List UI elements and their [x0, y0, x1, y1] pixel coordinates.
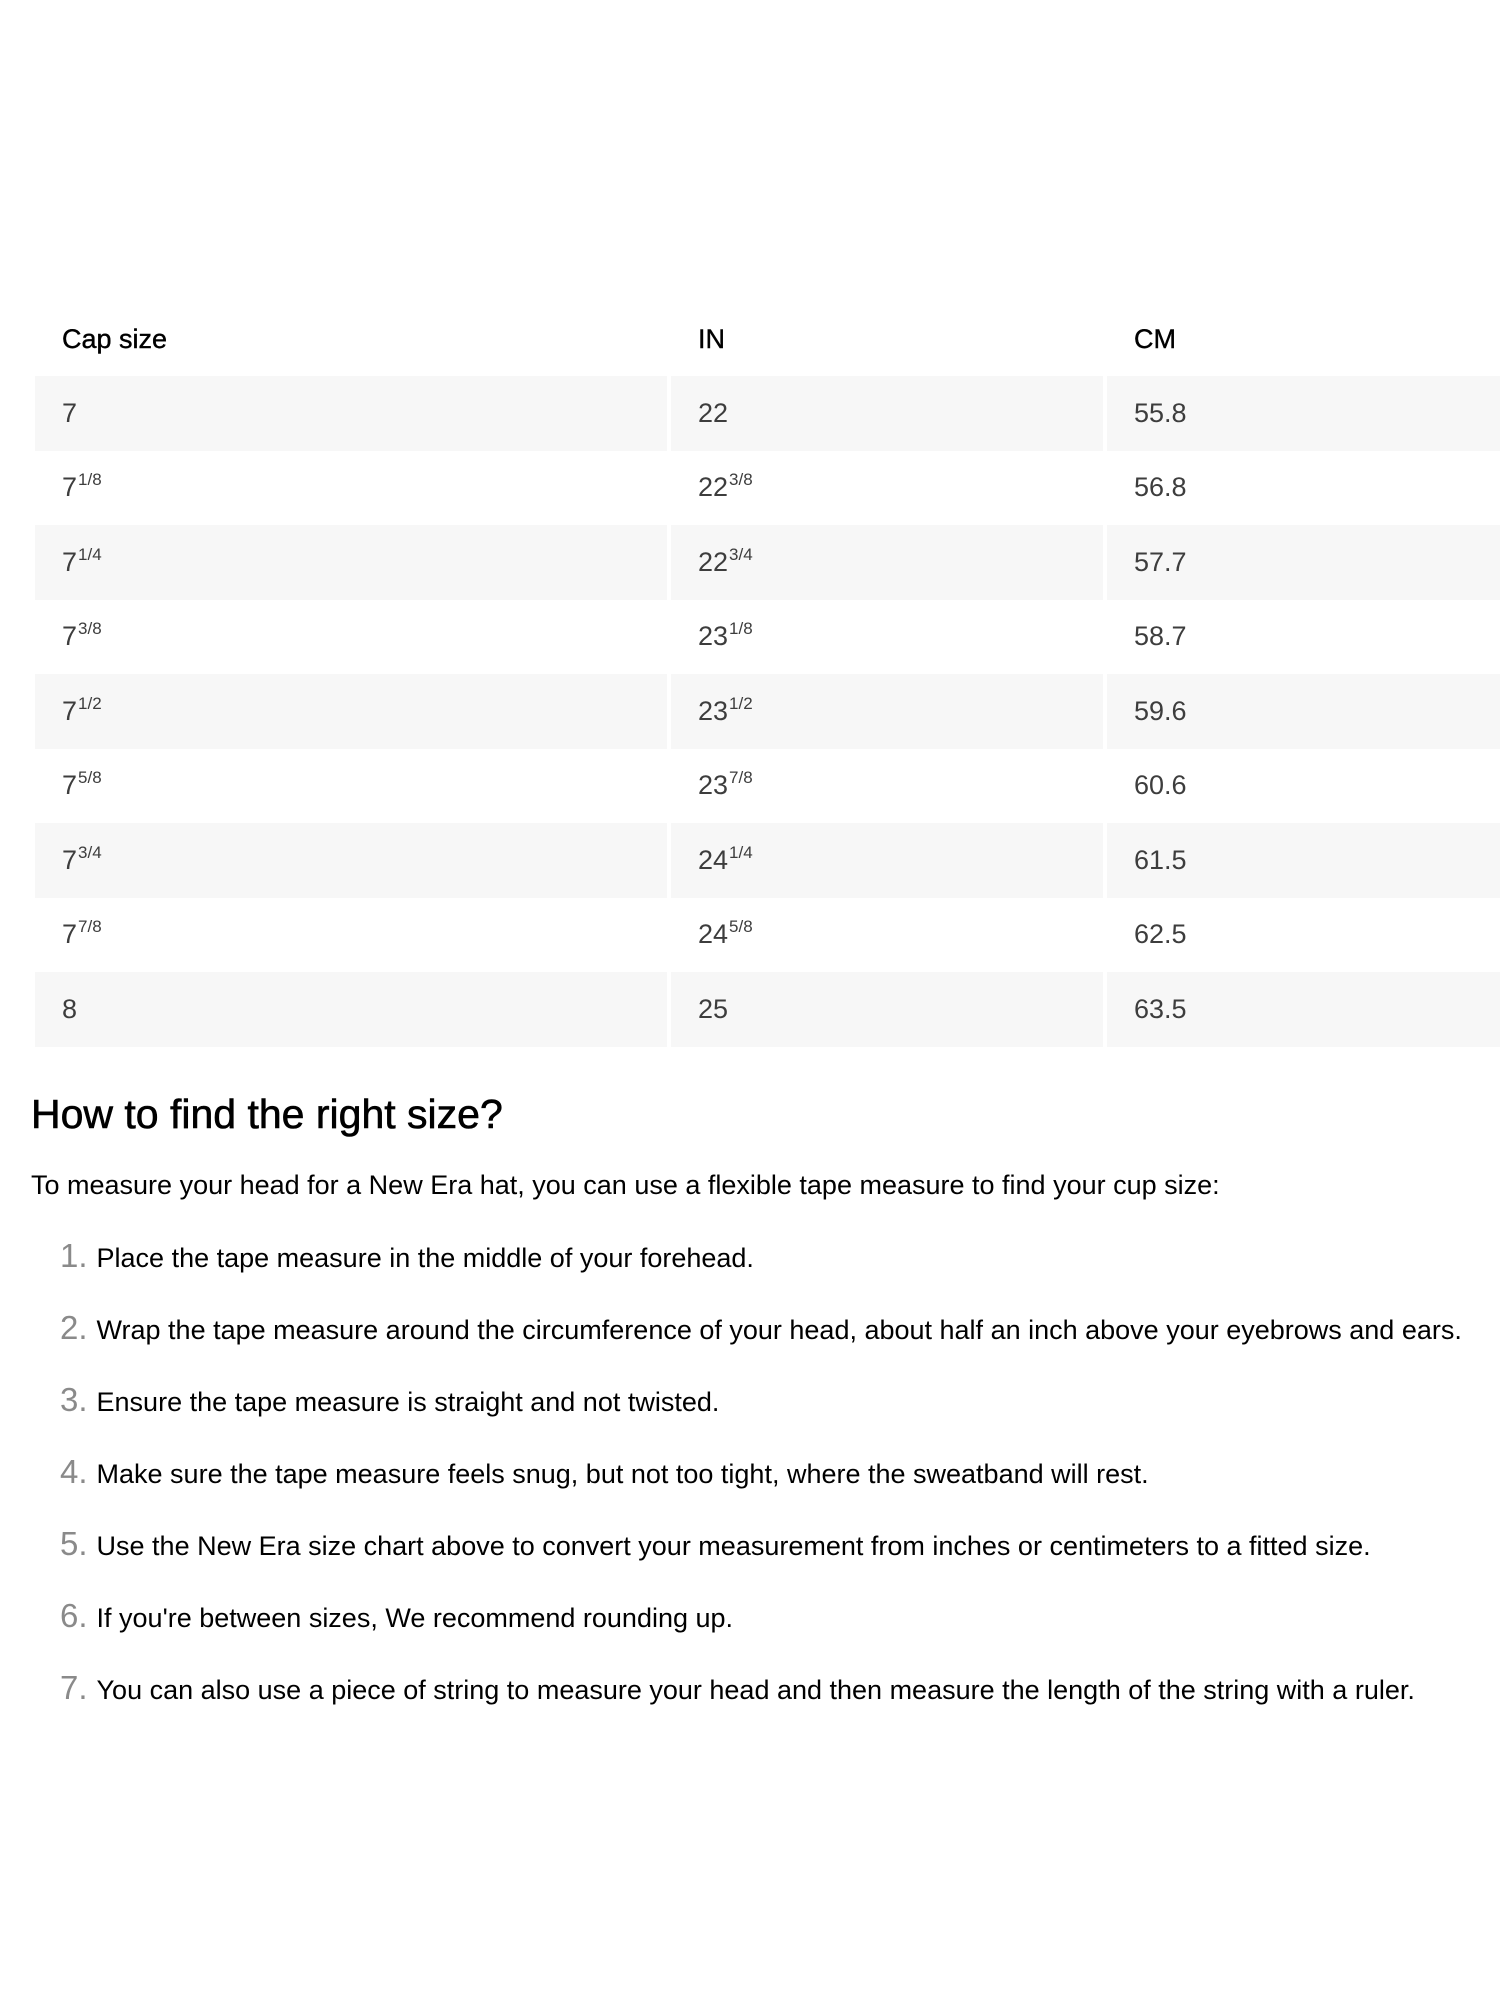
list-item: [60, 1453, 1462, 1525]
table-row: [35, 823, 1500, 898]
step-text: Place the tape measure in the middle of your forehead.: [96, 1243, 754, 1273]
cap-size-cell: $7^{3/4}$: [35, 823, 667, 898]
list-item: [60, 1525, 1462, 1597]
step-number: 3.: [60, 1381, 88, 1418]
list-item: [60, 1309, 1462, 1381]
step-text: You can also use a piece of string to measure your head and then measure the length of the string with a ruler.: [96, 1675, 1415, 1705]
table-row: [35, 376, 1500, 451]
cm-cell: 56.8: [1134, 472, 1187, 503]
inches-cell: $24^{5/8}$: [698, 917, 753, 950]
inches-cell: $22^{3/8}$: [698, 470, 753, 503]
table-row: [35, 674, 1500, 749]
step-number: 6.: [60, 1597, 88, 1634]
step-number: 1.: [60, 1237, 88, 1274]
cap-size-cell: 7: [35, 376, 667, 451]
inches-cell: $24^{1/4}$: [671, 823, 1103, 898]
step-number: 5.: [60, 1525, 88, 1562]
table-row: [35, 600, 1500, 675]
list-item: [60, 1669, 1462, 1741]
cm-cell: 57.7: [1107, 525, 1500, 600]
list-item: [60, 1597, 1462, 1669]
table-row: [35, 451, 1500, 526]
list-item: [60, 1381, 1462, 1453]
inches-cell: 22: [671, 376, 1103, 451]
howto-steps-list: [60, 1237, 1462, 1741]
cap-size-cell: $7^{3/8}$: [62, 619, 102, 652]
inches-cell: 25: [671, 972, 1103, 1047]
inches-cell: $23^{1/8}$: [698, 619, 753, 652]
cm-cell: 58.7: [1134, 621, 1187, 652]
cap-size-cell: $7^{7/8}$: [62, 917, 102, 950]
table-row: [35, 898, 1500, 973]
step-text: If you're between sizes, We recommend rounding up.: [96, 1603, 734, 1633]
inches-cell: $23^{7/8}$: [698, 768, 753, 801]
list-item: [60, 1237, 1462, 1309]
inches-cell: $23^{1/2}$: [671, 674, 1103, 749]
step-number: 4.: [60, 1453, 88, 1490]
step-number: 2.: [60, 1309, 88, 1346]
cap-size-cell: $7^{1/4}$: [35, 525, 667, 600]
cap-size-cell: $7^{5/8}$: [62, 768, 102, 801]
cm-cell: 62.5: [1134, 919, 1187, 950]
step-text: Make sure the tape measure feels snug, but not too tight, where the sweatband will rest.: [96, 1459, 1149, 1489]
table-row: [35, 972, 1500, 1047]
cm-cell: 55.8: [1107, 376, 1500, 451]
table-header-row: [35, 302, 1500, 376]
step-text: Wrap the tape measure around the circumference of your head, about half an inch above your eyebrows and ears.: [96, 1315, 1462, 1345]
howto-title: How to find the right size?: [31, 1091, 503, 1137]
step-text: Use the New Era size chart above to convert your measurement from inches or centimeters to a fitted size.: [96, 1531, 1371, 1561]
header-inches: IN: [698, 323, 725, 354]
howto-intro: To measure your head for a New Era hat, you can use a flexible tape measure to find your cup size:: [31, 1170, 1220, 1200]
cm-cell: 60.6: [1134, 770, 1187, 801]
table-row: [35, 525, 1500, 600]
step-number: 7.: [60, 1669, 88, 1706]
cap-size-cell: $7^{1/8}$: [62, 470, 102, 503]
inches-cell: $22^{3/4}$: [671, 525, 1103, 600]
cm-cell: 63.5: [1107, 972, 1500, 1047]
cm-cell: 61.5: [1107, 823, 1500, 898]
step-text: Ensure the tape measure is straight and not twisted.: [96, 1387, 720, 1417]
table-row: [35, 749, 1500, 824]
cap-size-cell: $7^{1/2}$: [35, 674, 667, 749]
cm-cell: 59.6: [1107, 674, 1500, 749]
cap-size-cell: 8: [35, 972, 667, 1047]
size-chart-table: [31, 302, 1500, 1047]
header-centimeters: CM: [1134, 323, 1176, 354]
header-cap-size: Cap size: [62, 323, 168, 354]
